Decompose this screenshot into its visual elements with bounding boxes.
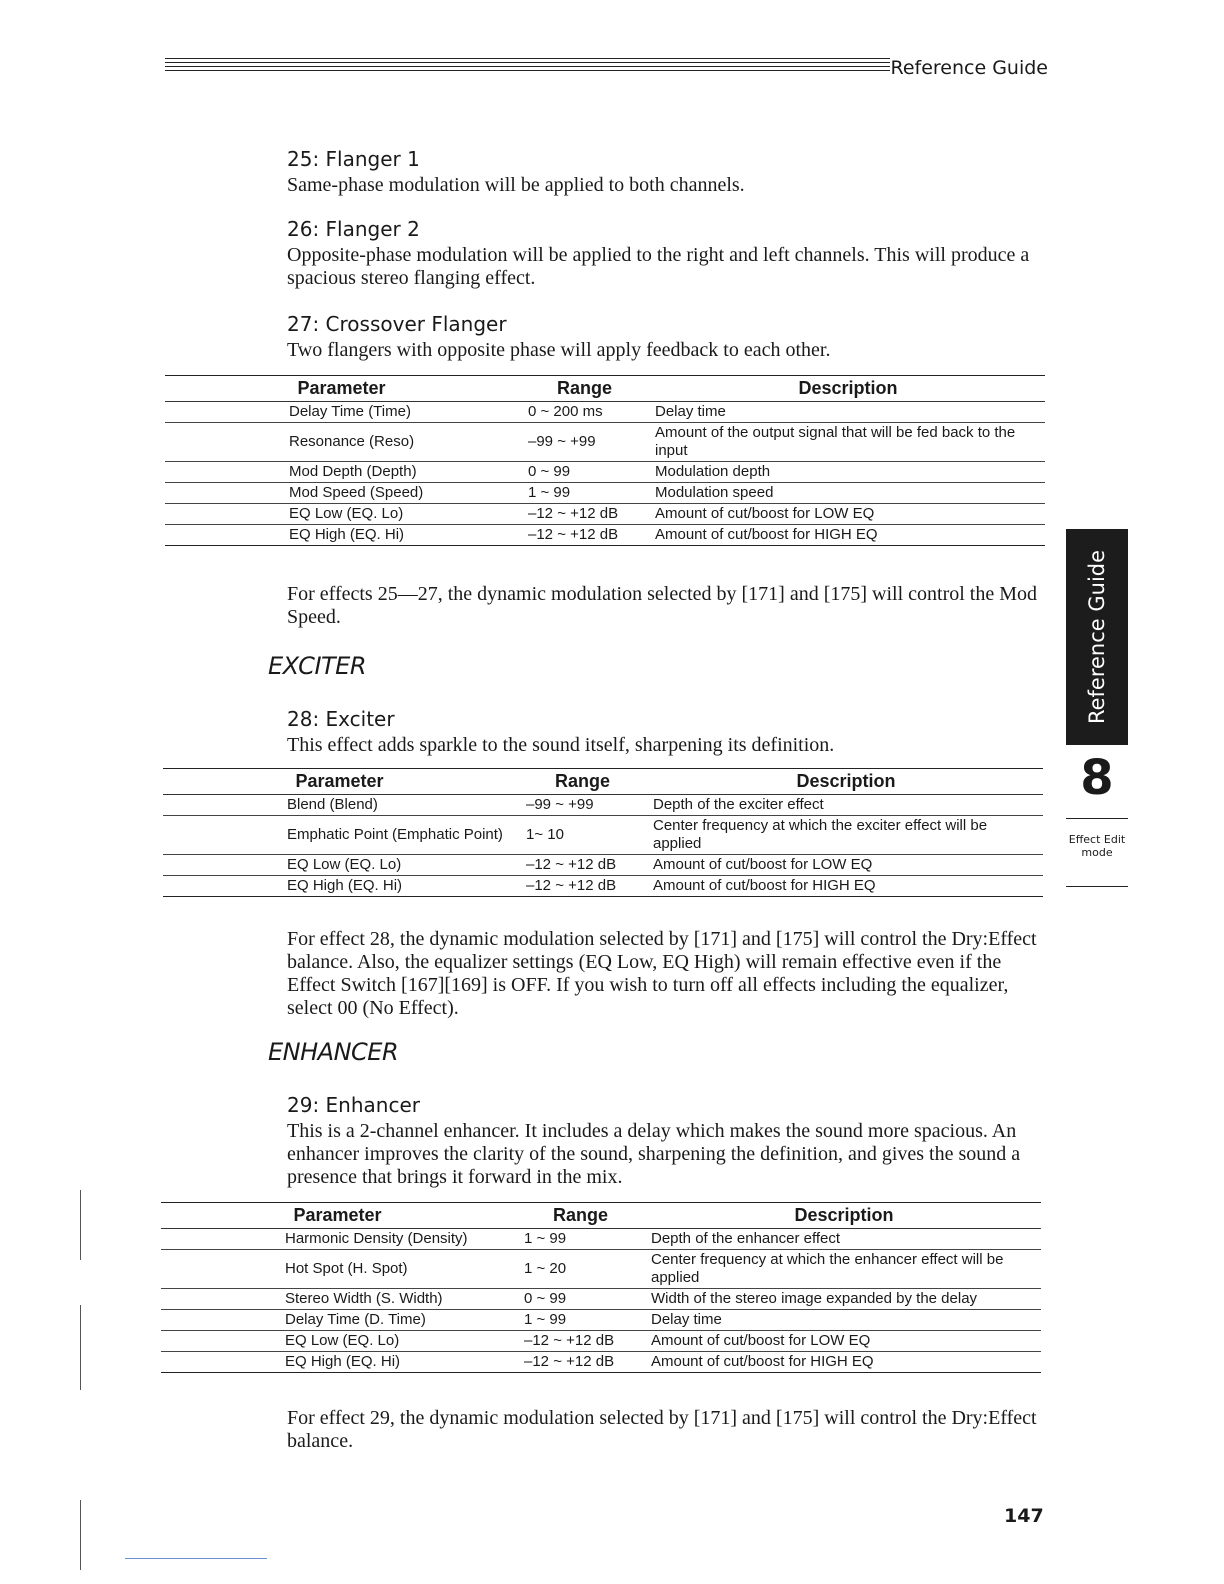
range-cell: 0 ~ 200 ms xyxy=(518,402,651,423)
description-cell: Width of the stereo image expanded by the delay xyxy=(647,1289,1041,1310)
margin-mark xyxy=(80,1500,81,1570)
column-header-description: Description xyxy=(647,1203,1041,1229)
column-header-parameter: Parameter xyxy=(161,1203,514,1229)
effect-25-title: 25: Flanger 1 xyxy=(287,147,420,171)
table-row xyxy=(161,1289,1041,1310)
effect-28-desc: This effect adds sparkle to the sound itself, sharpening its definition. xyxy=(287,734,835,756)
margin-mark xyxy=(80,1190,81,1260)
page-number: 147 xyxy=(1004,1505,1044,1527)
note-effect-29: For effect 29, the dynamic modulation selected by [171] and [175] will control the Dry:Effect balance. xyxy=(287,1407,1037,1452)
table-row xyxy=(165,423,1045,462)
table-row xyxy=(165,525,1045,546)
range-cell: 1 ~ 99 xyxy=(514,1229,647,1250)
parameter-cell: Blend (Blend) xyxy=(163,795,516,816)
margin-mark xyxy=(80,1305,81,1390)
column-header-description: Description xyxy=(651,376,1045,402)
table-row xyxy=(165,504,1045,525)
range-cell: 0 ~ 99 xyxy=(514,1289,647,1310)
effect-26-title: 26: Flanger 2 xyxy=(287,217,420,241)
table-row xyxy=(161,1331,1041,1352)
column-header-parameter: Parameter xyxy=(163,769,516,795)
description-cell: Depth of the enhancer effect xyxy=(647,1229,1041,1250)
range-cell: –12 ~ +12 dB xyxy=(514,1331,647,1352)
parameter-cell: EQ Low (EQ. Lo) xyxy=(163,855,516,876)
table-row xyxy=(163,795,1043,816)
range-cell: –99 ~ +99 xyxy=(516,795,649,816)
chapter-tab-label: Reference Guide xyxy=(1085,549,1109,725)
table-row xyxy=(161,1310,1041,1331)
range-cell: 1 ~ 99 xyxy=(518,483,651,504)
table-header-row xyxy=(165,376,1045,402)
parameter-cell: Delay Time (D. Time) xyxy=(161,1310,514,1331)
bottom-rule xyxy=(125,1558,267,1559)
range-cell: –99 ~ +99 xyxy=(518,423,651,462)
range-cell: 1 ~ 99 xyxy=(514,1310,647,1331)
column-header-range: Range xyxy=(516,769,649,795)
column-header-description: Description xyxy=(649,769,1043,795)
table-row xyxy=(163,816,1043,855)
effect-26 xyxy=(287,216,1047,290)
description-cell: Center frequency at which the enhancer effect will be applied xyxy=(647,1250,1041,1289)
parameter-table-enhancer xyxy=(161,1202,1041,1373)
column-header-parameter: Parameter xyxy=(165,376,518,402)
effect-28 xyxy=(287,706,1047,757)
effect-25 xyxy=(287,146,1047,197)
parameter-cell: Hot Spot (H. Spot) xyxy=(161,1250,514,1289)
parameter-cell: EQ High (EQ. Hi) xyxy=(287,877,403,894)
chapter-label: Effect Edit mode xyxy=(1068,833,1126,859)
header-rules xyxy=(165,58,890,74)
description-cell: Delay time xyxy=(651,402,1045,423)
table-header-row xyxy=(161,1203,1041,1229)
description-cell: Amount of cut/boost for LOW EQ xyxy=(649,855,1043,876)
table-row xyxy=(161,1250,1041,1289)
effect-27-title: 27: Crossover Flanger xyxy=(287,312,507,336)
table-header-row xyxy=(163,769,1043,795)
range-cell: –12 ~ +12 dB xyxy=(518,504,651,525)
effect-25-desc: Same-phase modulation will be applied to both channels. xyxy=(287,174,745,196)
effect-29-desc: This is a 2-channel enhancer. It includes a delay which makes the sound more spacious. An enhancer improves the clarity of the sound, sharpening the definition, and gives the sound a presence that brings it forward in the mix. xyxy=(287,1120,1021,1188)
parameter-cell: Delay Time (Time) xyxy=(165,402,518,423)
parameter-cell: EQ Low (EQ. Lo) xyxy=(165,504,518,525)
effect-27-desc: Two flangers with opposite phase will apply feedback to each other. xyxy=(287,339,831,361)
parameter-table-flanger xyxy=(165,375,1045,546)
description-cell: Amount of cut/boost for HIGH EQ xyxy=(653,877,876,894)
effect-27 xyxy=(287,311,1047,362)
table-row xyxy=(161,1352,1041,1373)
description-cell: Depth of the exciter effect xyxy=(649,795,1043,816)
range-cell: –12 ~ +12 dB xyxy=(526,877,617,894)
chapter-divider xyxy=(1066,818,1128,819)
table-row xyxy=(161,1229,1041,1250)
effect-28-title: 28: Exciter xyxy=(287,707,395,731)
table-row xyxy=(165,483,1045,504)
parameter-cell: Resonance (Reso) xyxy=(165,423,518,462)
description-cell: Modulation depth xyxy=(651,462,1045,483)
table-row xyxy=(165,462,1045,483)
parameter-cell: Harmonic Density (Density) xyxy=(161,1229,514,1250)
chapter-divider-bottom xyxy=(1066,886,1128,887)
range-cell: 1~ 10 xyxy=(516,816,649,855)
description-cell: Amount of cut/boost for LOW EQ xyxy=(651,504,1045,525)
table-row xyxy=(163,855,1043,876)
table-row xyxy=(163,876,1043,897)
description-cell: Amount of cut/boost for LOW EQ xyxy=(647,1331,1041,1352)
parameter-cell: Mod Depth (Depth) xyxy=(165,462,518,483)
parameter-table-exciter xyxy=(163,768,1043,897)
range-cell: –12 ~ +12 dB xyxy=(528,526,619,543)
effect-29 xyxy=(287,1092,1047,1189)
note-effect-28: For effect 28, the dynamic modulation selected by [171] and [175] will control the Dry:Effect balance. Also, the equalizer settings (EQ Low, EQ High) will remain effective even if the Effect Switch [167][169] is OFF. If you wish to turn off all effects including the equalizer, select 00 (No Effect). xyxy=(287,928,1037,1019)
parameter-cell: Stereo Width (S. Width) xyxy=(161,1289,514,1310)
effect-26-desc: Opposite-phase modulation will be applied to the right and left channels. This will produce a spacious stereo flanging effect. xyxy=(287,244,1030,289)
description-cell: Delay time xyxy=(647,1310,1041,1331)
description-cell: Amount of the output signal that will be fed back to the input xyxy=(651,423,1045,462)
description-cell: Modulation speed xyxy=(651,483,1045,504)
parameter-cell: Emphatic Point (Emphatic Point) xyxy=(163,816,516,855)
column-header-range: Range xyxy=(518,376,651,402)
parameter-cell: Mod Speed (Speed) xyxy=(165,483,518,504)
parameter-cell: EQ High (EQ. Hi) xyxy=(285,1353,401,1370)
table-row xyxy=(165,402,1045,423)
range-cell: –12 ~ +12 dB xyxy=(524,1353,615,1370)
note-effects-25-27: For effects 25—27, the dynamic modulation selected by [171] and [175] will control the Mod Speed. xyxy=(287,583,1038,628)
effect-29-title: 29: Enhancer xyxy=(287,1093,420,1117)
description-cell: Center frequency at which the exciter effect will be applied xyxy=(649,816,1043,855)
column-header-range: Range xyxy=(514,1203,647,1229)
chapter-number: 8 xyxy=(1080,750,1114,806)
range-cell: 1 ~ 20 xyxy=(514,1250,647,1289)
section-heading-enhancer: ENHANCER xyxy=(268,1038,399,1066)
chapter-tab xyxy=(1066,529,1128,745)
description-cell: Amount of cut/boost for HIGH EQ xyxy=(651,1353,874,1370)
parameter-cell: EQ Low (EQ. Lo) xyxy=(161,1331,514,1352)
header-title: Reference Guide xyxy=(890,57,1048,79)
section-heading-exciter: EXCITER xyxy=(268,652,367,680)
parameter-cell: EQ High (EQ. Hi) xyxy=(289,526,405,543)
range-cell: –12 ~ +12 dB xyxy=(516,855,649,876)
description-cell: Amount of cut/boost for HIGH EQ xyxy=(655,526,878,543)
range-cell: 0 ~ 99 xyxy=(518,462,651,483)
